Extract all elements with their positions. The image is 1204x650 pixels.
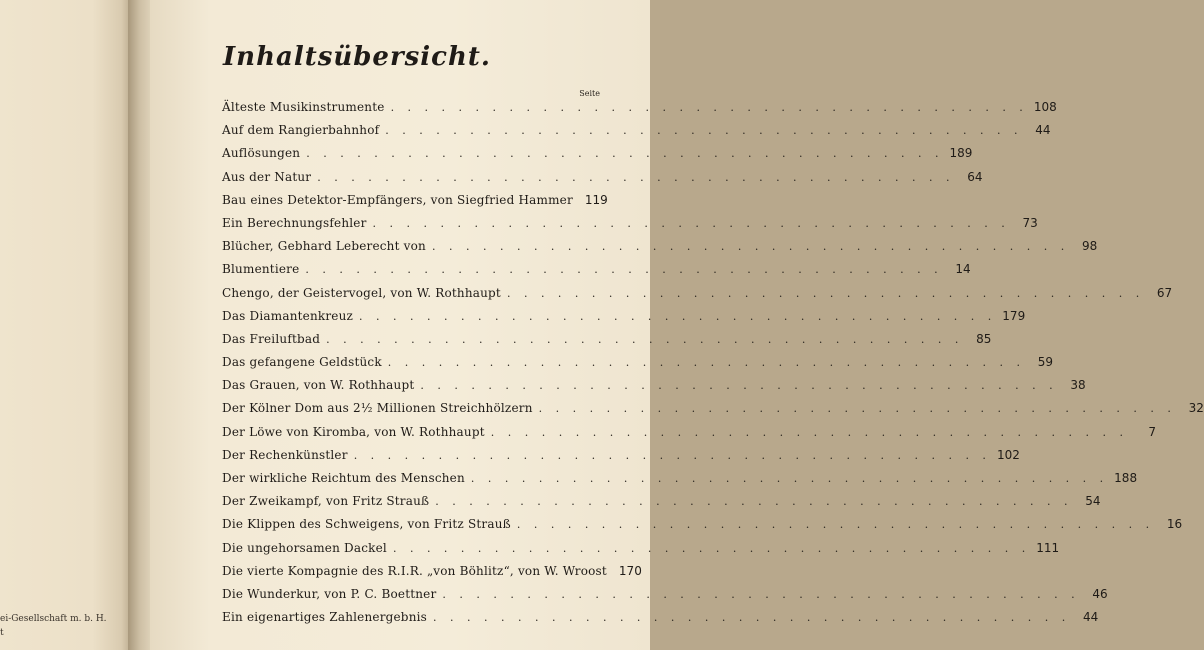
toc-entry-title: Das Grauen, von W. Rothhaupt [222,378,415,393]
leader-dots: . . . . . . . . . . . . . . . . . . . . . . . . . . . . . . . . . . . . . . [420,379,1058,393]
toc-entry-title: Die Klippen des Schweigens, von Fritz Strauß [222,517,511,532]
toc-entry [222,285,1173,309]
leader-dots: . . . . . . . . . . . . . . . . . . . . . . . . . . . . . . . . . . . . . . [385,124,1023,138]
leader-dots: . . . . . . . . . . . . . . . . . . . . . . . . . . . . . . . . . . . . . . [435,495,1073,509]
toc-entry [222,239,1098,262]
toc-entry-page: 46 [1092,586,1108,601]
toc-entry-title: Der Rechenkünstler [222,447,348,462]
toc-entry [222,355,1054,378]
toc-entry-title: Der wirkliche Reichtum des Menschen [222,471,465,485]
leader-dots: . . . . . . . . . . . . . . . . . . . . . . . . . . . . . . . . . . . . . . [306,147,944,161]
toc-entry-title: Das Diamantenkreuz [222,308,354,323]
toc-entry-page: 16 [1166,517,1183,532]
leader-dots: . . . . . . . . . . . . . . . . . . . . . . . . . . . . . . . . . . . . . . [431,240,1070,254]
toc-entry-title: Auflösungen [222,146,301,161]
toc-entry [222,262,971,285]
toc-entry-title: Der Zweikampf, von Fritz Strauß [222,494,430,509]
toc-entry-title: Ein Berechnungsfehler [222,215,367,230]
toc-entry-title: Das gefangene Geldstück [222,355,382,370]
toc-entry-title: Älteste Musikinstrumente [222,100,385,114]
toc-entry-page: 119 [584,192,608,207]
leader-dots: . . . . . . . . . . . . . . . . . . . . . . . . . . . . . . . . . . . . . . [442,587,1080,601]
toc-entry-page: 38 [1070,378,1086,393]
toc-entry-page: 44 [1035,123,1051,138]
toc-entry-page: 64 [967,169,983,184]
toc-entry-title: Die vierte Kompagnie des R.I.R. „von Böhlitz“, von W. Wroost [222,563,607,578]
toc-entry [222,471,1138,494]
toc-entry-title: Ein eigenartiges Zahlenergebnis [222,610,428,625]
leader-dots: . . . . . . . . . . . . . . . . . . . . . . . . . . . . . . . . . . . . . . [490,425,1128,439]
toc-entry [222,169,983,193]
toc-entry [222,100,1057,123]
imprint-line-2: t [0,628,4,638]
leader-dots: . . . . . . . . . . . . . . . . . . . . . . . . . . . . . . . . . . . . . . [387,356,1026,370]
toc-entry-page: 179 [1002,308,1026,323]
leader-dots: . . . . . . . . . . . . . . . . . . . . . . . . . . . . . . . . . . . . . . [305,263,943,277]
leader-dots: . . . . . . . . . . . . . . . . . . . . . . . . . . . . . . . . . . . . . . [433,611,1071,625]
leader-dots: . . . . . . . . . . . . . . . . . . . . . . . . . . . . . . . . . . . . . . [359,309,997,323]
toc-entry-title: Die ungehorsamen Dackel [222,540,387,555]
toc-entry-page: 54 [1085,494,1101,509]
toc-entry-page: 59 [1037,355,1054,370]
toc-entry [222,215,1038,239]
toc-entry-page: 14 [955,262,971,277]
leader-dots: . . . . . . . . . . . . . . . . . . . . . . . . . . . . . . . . . . . . . . [390,101,1028,114]
toc-entry [222,610,1099,633]
toc-entry-page: 102 [996,447,1020,462]
toc-entry-page: 188 [1114,471,1138,485]
leader-dots: . . . . . . . . . . . . . . . . . . . . . . . . . . . . . . . . . . . . . . [372,216,1010,230]
leader-dots: . . . . . . . . . . . . . . . . . . . . . . . . . . . . . . . . . . . . . . [326,332,964,346]
toc-entry-title: Der Löwe von Kiromba, von W. Rothhaupt [222,424,485,439]
toc-entry-page: 44 [1082,610,1099,625]
toc-entry [222,540,1060,564]
toc-entry [222,447,1020,471]
toc-entry [222,378,1086,401]
toc-entry-page: 67 [1156,285,1173,300]
imprint-line-1: ei-Gesellschaft m. b. H. [0,614,107,624]
toc-entry-page: 170 [618,563,642,578]
toc-entry [222,586,1108,610]
toc-entry-page: 7 [1148,424,1156,439]
imprint-text [0,612,128,640]
toc-entry-page: 73 [1022,215,1038,230]
toc-entry [222,146,973,169]
toc-entry [222,517,1183,540]
toc-entry [222,494,1101,517]
toc-entry-title: Das Freiluftbad [222,331,321,346]
toc-list [222,100,1204,633]
toc-entry [222,308,1026,332]
leader-dots: . . . . . . . . . . . . . . . . . . . . . . . . . . . . . . . . . . . . . . [506,286,1145,300]
leader-dots: . . . . . . . . . . . . . . . . . . . . . . . . . . . . . . . . . . . . . . [516,518,1155,532]
toc-entry-page: 111 [1036,540,1060,555]
toc-entry-title: Blumentiere [222,262,300,277]
toc-entry-page: 98 [1081,239,1098,254]
toc-entry-page: 108 [1033,100,1057,114]
leader-dots: . . . . . . . . . . . . . . . . . . . . . . . . . . . . . . . . . . . . . . [392,541,1031,555]
toc-entry-page: 85 [976,331,992,346]
left-page [0,0,132,650]
leader-dots: . . . . . . . . . . . . . . . . . . . . . . . . . . . . . . . . . . . . . . [470,472,1109,485]
toc-entry-title: Auf dem Rangierbahnhof [222,123,380,138]
toc-entry [222,401,1204,424]
toc-entry-title: Aus der Natur [222,169,312,184]
toc-entry [222,192,608,216]
page-title: Inhaltsübersicht. [223,42,491,72]
toc-entry [222,123,1051,146]
toc-entry [222,424,1156,448]
leader-dots: . . . . . . . . . . . . . . . . . . . . . . . . . . . . . . . . . . . . . . [353,448,991,462]
toc-entry-title: Blücher, Gebhard Leberecht von [222,239,426,254]
leader-dots: . . . . . . . . . . . . . . . . . . . . . . . . . . . . . . . . . . . . . . [317,170,955,184]
toc-entry-page: 189 [949,146,973,161]
toc-entry-title: Chengo, der Geistervogel, von W. Rothhaupt [222,285,501,300]
toc-entry [222,331,992,355]
leader-dots: . . . . . . . . . . . . . . . . . . . . . . . . . . . . . . . . . . . . . . [538,402,1176,416]
toc-entry-title: Der Kölner Dom aus 2½ Millionen Streichhölzern [222,401,533,416]
toc-entry-title: Bau eines Detektor-Empfängers, von Siegfried Hammer [222,192,573,207]
page-column-label: Seite [579,89,600,98]
toc-entry-page: 32 [1188,401,1204,416]
toc-entry-title: Die Wunderkur, von P. C. Boettner [222,586,437,601]
toc-entry [222,563,642,587]
